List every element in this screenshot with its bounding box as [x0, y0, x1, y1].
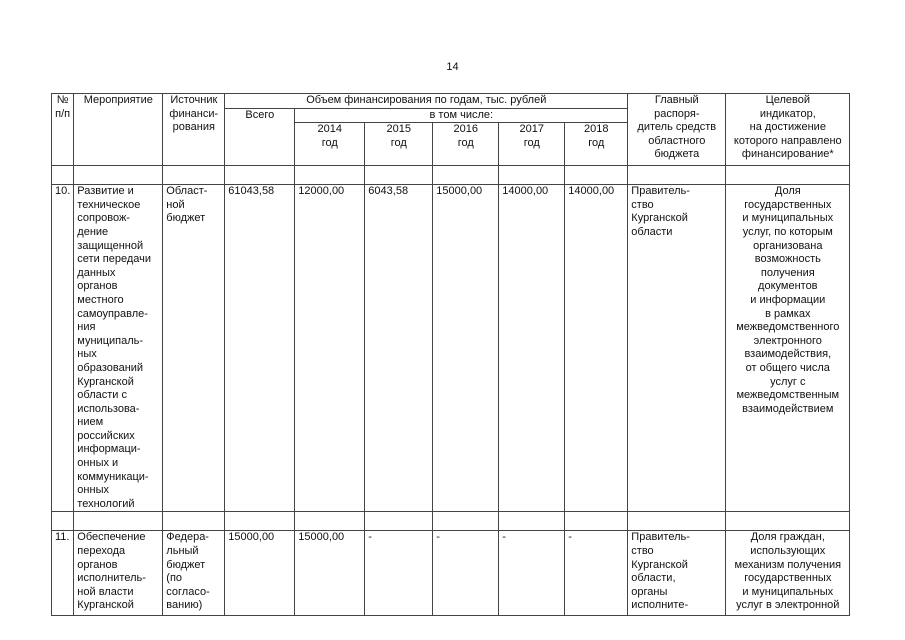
- row-2018: 14000,00: [565, 185, 628, 512]
- spacer-row: [52, 166, 850, 185]
- cell-line: от общего числа: [745, 361, 830, 374]
- cell-line: Курганской: [631, 558, 688, 571]
- cell-line: онных и: [77, 457, 119, 470]
- cell-line: документов: [758, 280, 818, 293]
- cell-line: получения: [760, 266, 815, 279]
- row-manager: [628, 531, 726, 616]
- cell-line: дение: [77, 225, 109, 238]
- cell-line: области: [631, 225, 673, 238]
- row-2015: 6043,58: [365, 185, 433, 512]
- cell-line: органы: [631, 585, 668, 598]
- header-year-2017: 2017 год: [499, 123, 565, 166]
- row-total: 61043,58: [225, 185, 295, 512]
- cell-line: коммуникаци-: [77, 470, 149, 483]
- cell-line: (по: [166, 572, 183, 585]
- cell-line: ство: [631, 545, 654, 558]
- header-funding: Объем финансирования по годам, тыс. рублей: [225, 94, 628, 109]
- cell-line: технологий: [77, 497, 135, 510]
- row-source: [163, 531, 225, 616]
- cell-line: согласо-: [166, 585, 210, 598]
- header-row-1: [52, 94, 850, 109]
- cell-line: Обеспечение: [77, 531, 146, 544]
- cell-line: бюджет: [166, 558, 206, 571]
- cell-line: льный: [166, 545, 199, 558]
- cell-line: Развитие и: [77, 185, 134, 198]
- cell-line: Федера-: [166, 531, 209, 544]
- cell-line: Курганской: [77, 375, 134, 388]
- cell-line: сети передачи: [77, 253, 152, 266]
- header-including: в том числе:: [295, 108, 628, 123]
- row-indicator: [726, 185, 850, 512]
- header-year-2014: 2014 год: [295, 123, 365, 166]
- cell-line: в рамках: [765, 307, 811, 320]
- row-2014: 12000,00: [295, 185, 365, 512]
- cell-line: защищенной: [77, 239, 144, 252]
- cell-line: области с: [77, 389, 127, 402]
- header-event: Мероприятие: [74, 94, 163, 166]
- cell-line: и муниципальных: [742, 585, 834, 598]
- cell-line: ных: [77, 348, 97, 361]
- header-source: Источник финанси- рования: [163, 94, 225, 166]
- cell-line: ванию): [166, 599, 203, 612]
- row-2018: -: [565, 531, 628, 616]
- cell-line: услуг с: [770, 375, 806, 388]
- cell-line: межведомственного: [736, 321, 840, 334]
- cell-line: исполните-: [631, 599, 689, 612]
- cell-line: муниципаль-: [77, 334, 144, 347]
- header-year-2015: 2015 год: [365, 123, 433, 166]
- cell-line: государственных: [744, 572, 832, 585]
- cell-line: услуг в электронной: [736, 599, 840, 612]
- spacer-row: [52, 512, 850, 531]
- cell-line: ной: [166, 198, 185, 211]
- cell-line: государственных: [744, 198, 832, 211]
- cell-line: перехода: [77, 545, 126, 558]
- financing-table: [51, 93, 850, 616]
- cell-line: ния: [77, 321, 96, 334]
- table-row: [52, 531, 850, 616]
- row-indicator: [726, 531, 850, 616]
- cell-line: Област-: [166, 185, 208, 198]
- cell-line: информаци-: [77, 443, 141, 456]
- cell-line: использующих: [750, 545, 826, 558]
- row-number: 11.: [52, 531, 74, 616]
- row-2016: -: [433, 531, 499, 616]
- cell-line: местного: [77, 293, 124, 306]
- cell-line: самоуправле-: [77, 307, 148, 320]
- cell-line: Правитель-: [631, 531, 690, 544]
- cell-line: взаимодействия,: [744, 348, 832, 361]
- row-event: [74, 185, 163, 512]
- header-total: Всего: [225, 108, 295, 166]
- cell-line: услуг, по которым: [742, 225, 833, 238]
- row-event: [74, 531, 163, 616]
- cell-line: органов: [77, 280, 118, 293]
- cell-line: Курганской: [77, 599, 134, 612]
- page-number: 14: [446, 61, 459, 73]
- cell-line: Доля граждан,: [750, 531, 825, 544]
- header-manager: Главный распоря- дитель средств областного бюджета: [628, 94, 726, 166]
- cell-line: межведомственным: [736, 389, 840, 402]
- cell-line: электронного: [753, 334, 822, 347]
- cell-line: онных: [77, 484, 109, 497]
- cell-line: Доля: [774, 185, 801, 198]
- cell-line: взаимодействием: [742, 402, 834, 415]
- row-source: [163, 185, 225, 512]
- cell-line: механизм получения: [734, 558, 842, 571]
- header-year-2018: 2018 год: [565, 123, 628, 166]
- cell-line: организована: [753, 239, 823, 252]
- row-manager: [628, 185, 726, 512]
- cell-line: российских: [77, 429, 135, 442]
- cell-line: Курганской: [631, 212, 688, 225]
- cell-line: области,: [631, 572, 676, 585]
- header-number: № п/п: [52, 94, 74, 166]
- cell-line: органов: [77, 558, 118, 571]
- row-2014: 15000,00: [295, 531, 365, 616]
- row-total: 15000,00: [225, 531, 295, 616]
- cell-line: данных: [77, 266, 116, 279]
- table-row: [52, 185, 850, 512]
- cell-line: техническое: [77, 198, 141, 211]
- row-2017: -: [499, 531, 565, 616]
- cell-line: сопровож-: [77, 212, 130, 225]
- cell-line: бюджет: [166, 212, 206, 225]
- cell-line: и муниципальных: [742, 212, 834, 225]
- cell-line: использова-: [77, 402, 140, 415]
- cell-line: нием: [77, 416, 104, 429]
- cell-line: исполнитель-: [77, 572, 146, 585]
- header-year-2016: 2016 год: [433, 123, 499, 166]
- row-2017: 14000,00: [499, 185, 565, 512]
- header-indicator: Целевой индикатор, на достижение которого направлено финансирование*: [726, 94, 850, 166]
- cell-line: ной власти: [77, 585, 134, 598]
- row-2015: -: [365, 531, 433, 616]
- cell-line: ство: [631, 198, 654, 211]
- cell-line: возможность: [754, 253, 821, 266]
- row-number: 10.: [52, 185, 74, 512]
- cell-line: образований: [77, 361, 144, 374]
- cell-line: и информации: [750, 293, 826, 306]
- cell-line: Правитель-: [631, 185, 690, 198]
- row-2016: 15000,00: [433, 185, 499, 512]
